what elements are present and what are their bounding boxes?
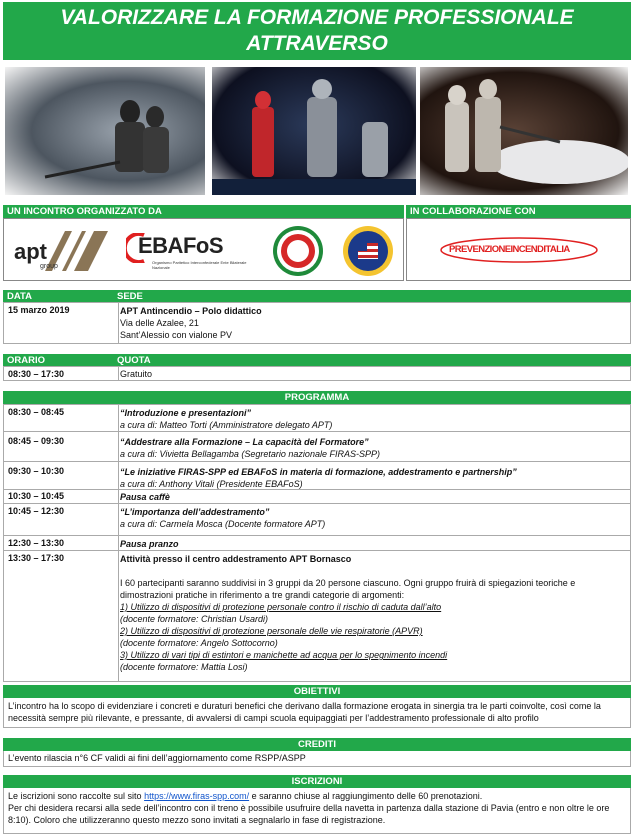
- quota-header: QUOTA: [113, 354, 631, 366]
- program-time: 08:30 – 08:45: [4, 405, 119, 431]
- program-speaker: a cura di: Carmela Mosca (Docente formatore APT): [120, 519, 326, 529]
- program-title: Attività presso il centro addestramento APT Bornasco: [120, 554, 352, 564]
- program-title: “Le iniziative FIRAS-SPP ed EBAFoS in materia di formazione, addestramento e partnership”: [120, 467, 517, 477]
- orario-header: ORARIO: [3, 354, 113, 366]
- sede-line-3: Sant’Alessio con vialone PV: [120, 330, 233, 340]
- orario-quota-row: [3, 366, 631, 381]
- program-time: 09:30 – 10:30: [4, 462, 119, 489]
- apt-logo-sub: group: [40, 263, 58, 270]
- program-title: Pausa caffè: [120, 492, 170, 502]
- obiettivi-box: [3, 698, 631, 728]
- program-title: Pausa pranzo: [120, 539, 179, 549]
- sede-line-2: Via delle Azalee, 21: [120, 318, 199, 328]
- orario-value: 08:30 – 17:30: [4, 367, 119, 380]
- activity-topic-3: 3) Utilizzo di vari tipi di estintori e manichette ad acqua per lo spegnimento incendi: [120, 650, 448, 660]
- crediti-box: [3, 751, 631, 767]
- iscrizioni-box: [3, 788, 631, 834]
- iscrizioni-link[interactable]: https://www.firas-spp.com/: [144, 791, 250, 801]
- sede-line-1: APT Antincendio – Polo didattico: [120, 306, 262, 316]
- crediti-text: L’evento rilascia n°6 CF validi ai fini dell’aggiornamento come RSPP/ASPP: [8, 753, 306, 763]
- data-sede-row: [3, 302, 631, 344]
- logos-organizzatori: [3, 218, 404, 281]
- program-row-7: [3, 551, 631, 682]
- program-title: “L’importanza dell’addestramento”: [120, 507, 270, 517]
- firefighters-silhouette-3: [420, 67, 628, 195]
- obiettivi-header: OBIETTIVI: [3, 685, 631, 698]
- program-time: 10:45 – 12:30: [4, 504, 119, 535]
- apt-logo: [10, 227, 110, 275]
- ebafos-logo: [124, 229, 259, 273]
- data-value: 15 marzo 2019: [4, 303, 119, 343]
- iscrizioni-text-2: Per chi desidera recarsi alla sede dell’incontro con il treno è possibile usufruire della navetta in partenza dalla stazione di Pavia (entro e non oltre le ore 8:10). Coloro che utilizzeranno questo mezzo sono invitati a segnalarlo in fase di registrazione.: [8, 803, 610, 825]
- program-title: “Addestrare alla Formazione – La capacità del Formatore”: [120, 437, 369, 447]
- photo-firefighters-smoke: [5, 67, 205, 195]
- activity-topic-2: 2) Utilizzo di dispositivi di protezione personale delle vie respiratorie (APVR): [120, 626, 423, 636]
- programma-header: PROGRAMMA: [3, 391, 631, 404]
- program-row-6: [3, 536, 631, 551]
- us-seal: [342, 225, 394, 277]
- page-title: [3, 2, 631, 60]
- organizzato-header: UN INCONTRO ORGANIZZATO DA: [3, 205, 404, 218]
- firas-seal: [272, 225, 324, 277]
- program-time: 13:30 – 17:30: [4, 551, 119, 681]
- iscrizioni-pre: Le iscrizioni sono raccolte sul sito: [8, 791, 142, 801]
- logos-collaborazione: [406, 218, 631, 281]
- program-speaker: a cura di: Vivietta Bellagamba (Segretario nazionale FIRAS-SPP): [120, 449, 380, 459]
- collaborazione-header: IN COLLABORAZIONE CON: [406, 205, 631, 218]
- crediti-header: CREDITI: [3, 738, 631, 751]
- program-time: 08:45 – 09:30: [4, 432, 119, 461]
- program-row-5: [3, 504, 631, 536]
- title-line-1: VALORIZZARE LA FORMAZIONE PROFESSIONALE ATTRAVERSO: [60, 6, 574, 55]
- iscrizioni-post: e saranno chiuse al raggiungimento delle 60 prenotazioni.: [251, 791, 483, 801]
- activity-docente-1: (docente formatore: Christian Usardi): [120, 614, 269, 624]
- activity-topic-1: 1) Utilizzo di dispositivi di protezione personale contro il rischio di caduta dall’alto: [120, 602, 442, 612]
- program-speaker: a cura di: Matteo Torti (Amministratore delegato APT): [120, 420, 333, 430]
- program-title: “Introduzione e presentazioni”: [120, 408, 252, 418]
- apt-logo-text: apt: [14, 239, 47, 264]
- data-header: DATA: [3, 290, 113, 302]
- ebafos-logo-text: EBAFoS: [138, 233, 223, 258]
- firefighters-silhouette-2: [212, 67, 416, 195]
- activity-docente-2: (docente formatore: Angelo Sottocorno): [120, 638, 278, 648]
- activity-docente-3: (docente formatore: Mattia Losi): [120, 662, 248, 672]
- program-row-4: [3, 490, 631, 504]
- iscrizioni-header: ISCRIZIONI: [3, 775, 631, 788]
- quota-value: Gratuito: [120, 369, 153, 379]
- prevenzione-logo: [439, 237, 599, 263]
- sede-value: [114, 303, 630, 343]
- ebafos-logo-sub: Organismo Paritetico Interconfederale Ente Bilaterale Nazionale: [152, 260, 247, 270]
- program-time: 12:30 – 13:30: [4, 536, 119, 550]
- photo-firefighter-red-gear: [212, 67, 416, 195]
- sede-header: SEDE: [113, 290, 631, 302]
- firefighters-silhouette-1: [5, 67, 205, 195]
- program-row-3: [3, 462, 631, 490]
- prevenzione-logo-text: PREVENZIONEINCENDITALIA: [449, 244, 570, 255]
- program-time: 10:30 – 10:45: [4, 490, 119, 503]
- photo-firefighters-spray: [420, 67, 628, 195]
- program-row-2: [3, 432, 631, 462]
- program-speaker: a cura di: Anthony Vitali (Presidente EBAFoS): [120, 479, 303, 489]
- obiettivi-text: L’incontro ha lo scopo di evidenziare i concreti e duraturi benefici che derivano dalla formazione erogata in sinergia tra le parti coinvolte, così come la necessità sempre più rilevante, e pressante, di avvalersi di campi scuola equipaggiati per l’addestramento professionale di alto profilo: [8, 701, 601, 723]
- program-row-1: [3, 404, 631, 432]
- activity-text: I 60 partecipanti saranno suddivisi in 3 gruppi da 20 persone ciascuno. Ogni gruppo fruirà di spiegazioni teoriche e dimostrazioni pratiche in riferimento a tre grandi categorie di argomenti:: [120, 578, 576, 600]
